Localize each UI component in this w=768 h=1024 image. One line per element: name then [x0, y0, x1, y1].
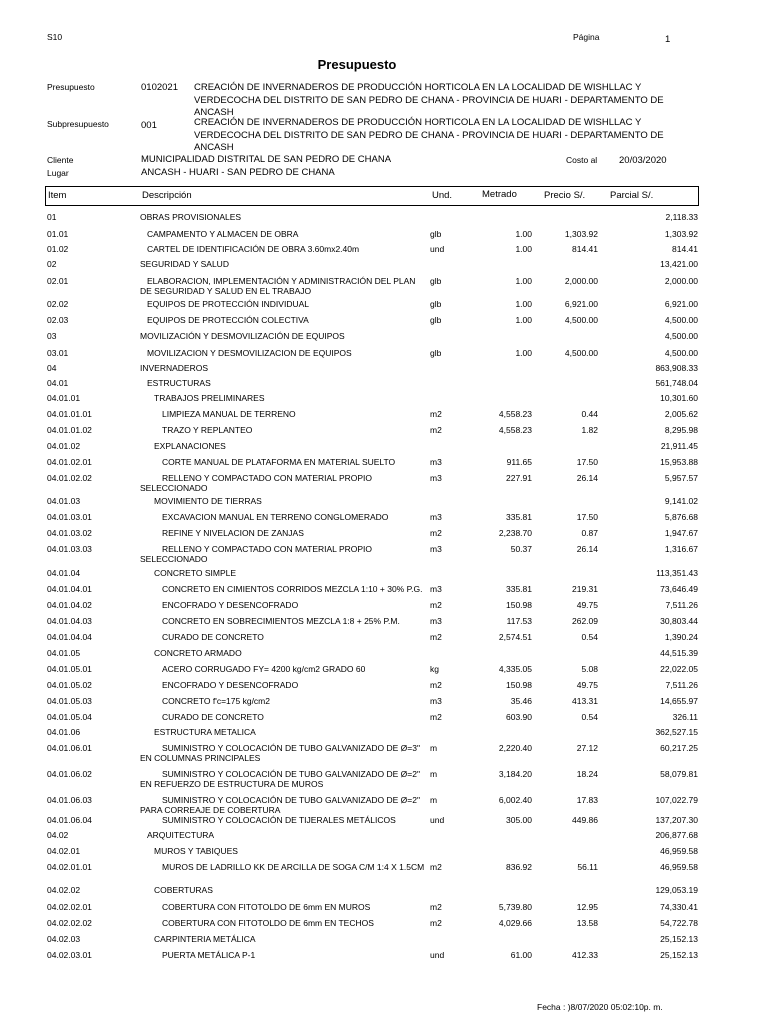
row-parcial: 814.41	[672, 244, 698, 254]
row-unit: m2	[430, 528, 442, 538]
row-precio: 413.31	[572, 696, 598, 706]
row-unit: m2	[430, 680, 442, 690]
row-description: CAMPAMENTO Y ALMACEN DE OBRA	[147, 229, 299, 239]
subpresupuesto-code: 001	[141, 120, 157, 131]
row-description: MOVILIZACIÓN Y DESMOVILIZACIÓN DE EQUIPOS	[140, 331, 345, 341]
row-item: 04.01.05.03	[47, 696, 92, 706]
row-metrado: 5,739.80	[498, 902, 532, 912]
row-metrado: 4,558.23	[498, 425, 532, 435]
row-parcial: 46,959.58	[660, 862, 698, 872]
row-description: SUMINISTRO Y COLOCACIÓN DE TUBO GALVANIZADO DE Ø=2" EN REFUERZO DE ESTRUCTURA DE MUROS	[140, 769, 420, 789]
row-parcial: 326.11	[672, 712, 698, 722]
row-item: 02.02	[47, 299, 69, 309]
row-metrado: 1.00	[515, 276, 532, 286]
row-item: 04.02	[47, 830, 69, 840]
row-parcial: 1,316.67	[664, 544, 698, 554]
row-item: 04.02.01.01	[47, 862, 92, 872]
row-metrado: 6,002.40	[498, 795, 532, 805]
row-parcial: 206,877.68	[655, 830, 698, 840]
row-metrado: 61.00	[510, 950, 532, 960]
row-description: CARTEL DE IDENTIFICACIÓN DE OBRA 3.60mx2.40m	[147, 244, 360, 254]
row-parcial: 113,351.43	[656, 568, 698, 578]
row-unit: m2	[430, 862, 442, 872]
row-precio: 12.95	[576, 902, 598, 912]
row-item: 04.01.04.03	[47, 616, 92, 626]
row-metrado: 836.92	[506, 862, 532, 872]
row-parcial: 2,005.62	[664, 409, 698, 419]
row-item: 04.01.03.01	[47, 512, 92, 522]
row-description: MUROS DE LADRILLO KK DE ARCILLA DE SOGA C/M 1:4 X 1.5CM	[162, 862, 425, 872]
row-metrado: 150.98	[506, 600, 532, 610]
row-unit: m	[430, 769, 438, 779]
row-metrado: 2,238.70	[498, 528, 532, 538]
row-parcial: 74,330.41	[660, 902, 698, 912]
cliente-label: Cliente	[47, 155, 74, 165]
row-unit: glb	[430, 229, 442, 239]
row-precio: 814.41	[572, 244, 598, 254]
row-unit: kg	[430, 664, 439, 674]
row-unit: m2	[430, 712, 442, 722]
row-unit: m2	[430, 632, 442, 642]
row-metrado: 4,335.05	[498, 664, 532, 674]
row-unit: m	[430, 795, 438, 805]
row-precio: 18.24	[576, 769, 598, 779]
row-description: REFINE Y NIVELACION DE ZANJAS	[162, 528, 304, 538]
row-unit: m2	[430, 409, 442, 419]
row-item: 04.01.03	[47, 496, 81, 506]
row-item: 04.01.06.01	[47, 743, 92, 753]
row-precio: 49.75	[576, 600, 598, 610]
row-precio: 412.33	[572, 950, 598, 960]
row-unit: und	[430, 815, 445, 825]
row-description: INVERNADEROS	[140, 363, 209, 373]
row-description: EXCAVACION MANUAL EN TERRENO CONGLOMERADO	[162, 512, 389, 522]
row-precio: 5.08	[581, 664, 598, 674]
row-parcial: 561,748.04	[655, 378, 698, 388]
lugar-label: Lugar	[47, 168, 69, 178]
row-item: 04	[47, 363, 57, 373]
row-unit: glb	[430, 315, 442, 325]
row-precio: 26.14	[576, 544, 598, 554]
row-unit: und	[430, 244, 445, 254]
row-parcial: 137,207.30	[655, 815, 698, 825]
row-item: 04.02.03.01	[47, 950, 92, 960]
row-item: 01.02	[47, 244, 69, 254]
col-precio: Precio S/.	[544, 190, 586, 201]
row-parcial: 73,646.49	[660, 584, 698, 594]
row-item: 04.01.05.04	[47, 712, 92, 722]
row-unit: glb	[430, 348, 442, 358]
row-metrado: 335.81	[506, 584, 532, 594]
row-precio: 13.58	[576, 918, 598, 928]
row-description: CONCRETO EN CIMIENTOS CORRIDOS MEZCLA 1:10 + 30% P.G.	[162, 584, 423, 594]
row-precio: 0.87	[581, 528, 598, 538]
row-item: 04.02.02.02	[47, 918, 92, 928]
row-parcial: 7,511.26	[665, 680, 698, 690]
row-parcial: 5,876.68	[664, 512, 698, 522]
row-precio: 6,921.00	[564, 299, 598, 309]
page-number: 1	[665, 34, 671, 45]
row-parcial: 30,803.44	[660, 616, 698, 626]
presupuesto-text: CREACIÓN DE INVERNADEROS DE PRODUCCIÓN HORTICOLA EN LA LOCALIDAD DE WISHLLAC Y VERDECOCHA DEL DISTRITO DE SAN PEDRO DE CHANA - PROVINCIA DE HUARI - DEPARTAMENTO DE ANCASH	[194, 82, 664, 118]
row-item: 04.01.04.04	[47, 632, 92, 642]
row-precio: 17.50	[576, 512, 598, 522]
row-metrado: 1.00	[515, 229, 532, 239]
row-item: 04.01.05	[47, 648, 81, 658]
row-parcial: 25,152.13	[660, 934, 698, 944]
row-metrado: 2,574.51	[498, 632, 532, 642]
row-description: CONCRETO ARMADO	[154, 648, 242, 658]
row-precio: 27.12	[576, 743, 598, 753]
row-item: 04.01.05.01	[47, 664, 92, 674]
row-unit: m2	[430, 600, 442, 610]
row-precio: 17.83	[576, 795, 598, 805]
row-item: 03	[47, 331, 57, 341]
row-metrado: 4,558.23	[498, 409, 532, 419]
row-precio: 49.75	[576, 680, 598, 690]
row-precio: 262.09	[572, 616, 598, 626]
row-parcial: 362,527.15	[655, 727, 698, 737]
costo-date: 20/03/2020	[619, 155, 667, 166]
row-precio: 0.44	[581, 409, 598, 419]
row-unit: m3	[430, 696, 442, 706]
row-metrado: 117.53	[506, 616, 532, 626]
row-item: 03.01	[47, 348, 69, 358]
row-metrado: 1.00	[515, 244, 532, 254]
row-item: 04.01.02	[47, 441, 81, 451]
row-item: 04.01.06.03	[47, 795, 92, 805]
row-description: CURADO DE CONCRETO	[162, 712, 264, 722]
row-unit: m2	[430, 918, 442, 928]
row-item: 04.01.04	[47, 568, 81, 578]
row-parcial: 8,295.98	[664, 425, 698, 435]
row-description: CARPINTERIA METÁLICA	[154, 934, 256, 944]
row-parcial: 58,079.81	[660, 769, 698, 779]
col-item: Item	[48, 190, 67, 201]
row-precio: 219.31	[572, 584, 598, 594]
row-description: COBERTURAS	[154, 885, 213, 895]
row-description: SUMINISTRO Y COLOCACIÓN DE TUBO GALVANIZADO DE Ø=2" PARA CORREAJE DE COBERTURA	[140, 795, 420, 815]
row-parcial: 4,500.00	[664, 315, 698, 325]
page-title: Presupuesto	[317, 57, 397, 72]
row-description: EQUIPOS DE PROTECCIÓN COLECTIVA	[147, 315, 309, 325]
row-description: SUMINISTRO Y COLOCACIÓN DE TUBO GALVANIZADO DE Ø=3" EN COLUMNAS PRINCIPALES	[140, 743, 420, 763]
row-unit: m3	[430, 457, 442, 467]
row-metrado: 335.81	[506, 512, 532, 522]
row-parcial: 107,022.79	[655, 795, 698, 805]
row-precio: 2,000.00	[564, 276, 598, 286]
row-metrado: 911.65	[506, 457, 532, 467]
row-parcial: 1,947.67	[664, 528, 698, 538]
row-parcial: 6,921.00	[664, 299, 698, 309]
row-metrado: 150.98	[506, 680, 532, 690]
row-item: 04.01.05.02	[47, 680, 92, 690]
row-parcial: 60,217.25	[660, 743, 698, 753]
row-item: 04.01.04.02	[47, 600, 92, 610]
report-code: S10	[47, 32, 63, 42]
row-metrado: 1.00	[515, 299, 532, 309]
row-description: LIMPIEZA MANUAL DE TERRENO	[162, 409, 296, 419]
row-item: 01.01	[47, 229, 69, 239]
presupuesto-label: Presupuesto	[47, 82, 95, 92]
row-description: MUROS Y TABIQUES	[154, 846, 238, 856]
row-description: COBERTURA CON FITOTOLDO DE 6mm EN TECHOS	[162, 918, 374, 928]
row-description: ENCOFRADO Y DESENCOFRADO	[162, 600, 299, 610]
row-parcial: 21,911.45	[660, 441, 698, 451]
row-description: ACERO CORRUGADO FY= 4200 kg/cm2 GRADO 60	[162, 664, 366, 674]
row-precio: 4,500.00	[564, 348, 598, 358]
row-item: 04.01.06.04	[47, 815, 92, 825]
row-unit: m2	[430, 902, 442, 912]
cliente-value: MUNICIPALIDAD DISTRITAL DE SAN PEDRO DE CHANA	[141, 154, 392, 165]
row-description: CONCRETO SIMPLE	[154, 568, 237, 578]
row-item: 04.01	[47, 378, 69, 388]
col-description: Descripción	[142, 190, 192, 201]
row-parcial: 5,957.57	[664, 473, 698, 483]
row-description: ENCOFRADO Y DESENCOFRADO	[162, 680, 299, 690]
row-item: 04.01.03.03	[47, 544, 92, 554]
row-item: 01	[47, 212, 57, 222]
row-description: MOVIMIENTO DE TIERRAS	[154, 496, 262, 506]
row-description: SUMINISTRO Y COLOCACIÓN DE TIJERALES METÁLICOS	[162, 815, 396, 825]
row-description: ELABORACION, IMPLEMENTACIÓN Y ADMINISTRACIÓN DEL PLAN DE SEGURIDAD Y SALUD EN EL TRABAJO	[140, 276, 416, 296]
row-item: 04.01.02.01	[47, 457, 92, 467]
row-unit: m3	[430, 616, 442, 626]
row-unit: m3	[430, 473, 442, 483]
row-precio: 1.82	[581, 425, 598, 435]
row-description: CORTE MANUAL DE PLATAFORMA EN MATERIAL SUELTO	[162, 457, 396, 467]
row-description: ESTRUCTURA METALICA	[154, 727, 256, 737]
row-description: COBERTURA CON FITOTOLDO DE 6mm EN MUROS	[162, 902, 371, 912]
row-metrado: 1.00	[515, 315, 532, 325]
row-item: 04.02.02	[47, 885, 81, 895]
row-unit: m2	[430, 425, 442, 435]
row-description: PUERTA METÁLICA P-1	[162, 950, 256, 960]
row-description: ESTRUCTURAS	[147, 378, 211, 388]
row-parcial: 44,515.39	[660, 648, 698, 658]
col-unit: Und.	[432, 190, 453, 201]
row-precio: 1,303.92	[564, 229, 598, 239]
row-description: OBRAS PROVISIONALES	[140, 212, 242, 222]
row-unit: glb	[430, 299, 442, 309]
row-description: CONCRETO EN SOBRECIMIENTOS MEZCLA 1:8 + 25% P.M.	[162, 616, 400, 626]
row-description: ARQUITECTURA	[147, 830, 215, 840]
row-item: 04.01.01	[47, 393, 81, 403]
row-metrado: 1.00	[515, 348, 532, 358]
row-parcial: 22,022.05	[660, 664, 698, 674]
row-metrado: 4,029.66	[498, 918, 532, 928]
row-parcial: 14,655.97	[660, 696, 698, 706]
row-description: MOVILIZACION Y DESMOVILIZACION DE EQUIPOS	[147, 348, 352, 358]
row-metrado: 603.90	[506, 712, 532, 722]
subpresupuesto-text: CREACIÓN DE INVERNADEROS DE PRODUCCIÓN HORTICOLA EN LA LOCALIDAD DE WISHLLAC Y VERDECOCHA DEL DISTRITO DE SAN PEDRO DE CHANA - PROVINCIA DE HUARI - DEPARTAMENTO DE ANCASH	[194, 117, 664, 153]
row-unit: m3	[430, 584, 442, 594]
row-metrado: 35.46	[510, 696, 532, 706]
row-unit: m3	[430, 544, 442, 554]
row-parcial: 129,053.19	[655, 885, 698, 895]
row-precio: 449.86	[572, 815, 598, 825]
row-parcial: 25,152.13	[660, 950, 698, 960]
row-metrado: 305.00	[506, 815, 532, 825]
row-parcial: 15,953.88	[660, 457, 698, 467]
row-metrado: 3,184.20	[498, 769, 532, 779]
row-parcial: 1,303.92	[664, 229, 698, 239]
row-item: 04.02.02.01	[47, 902, 92, 912]
row-description: SEGURIDAD Y SALUD	[140, 259, 229, 269]
row-metrado: 2,220.40	[498, 743, 532, 753]
row-parcial: 863,908.33	[655, 363, 698, 373]
row-item: 02.03	[47, 315, 69, 325]
costo-label: Costo al	[566, 155, 598, 165]
presupuesto-code: 0102021	[141, 82, 178, 93]
row-description: CONCRETO f'c=175 kg/cm2	[162, 696, 270, 706]
row-item: 04.01.01.01	[47, 409, 92, 419]
row-item: 04.01.03.02	[47, 528, 92, 538]
row-precio: 17.50	[576, 457, 598, 467]
row-description: RELLENO Y COMPACTADO CON MATERIAL PROPIO SELECCIONADO	[140, 473, 373, 493]
row-item: 02	[47, 259, 57, 269]
row-parcial: 7,511.26	[665, 600, 698, 610]
row-parcial: 9,141.02	[664, 496, 698, 506]
row-unit: und	[430, 950, 445, 960]
row-metrado: 50.37	[510, 544, 532, 554]
row-description: EQUIPOS DE PROTECCIÓN INDIVIDUAL	[147, 299, 309, 309]
row-description: TRABAJOS PRELIMINARES	[154, 393, 265, 403]
row-item: 04.01.04.01	[47, 584, 92, 594]
row-description: TRAZO Y REPLANTEO	[162, 425, 253, 435]
col-metrado: Metrado	[482, 189, 517, 200]
row-precio: 26.14	[576, 473, 598, 483]
row-parcial: 4,500.00	[664, 348, 698, 358]
column-header	[45, 186, 699, 206]
row-item: 04.02.01	[47, 846, 81, 856]
row-precio: 4,500.00	[564, 315, 598, 325]
row-item: 04.02.03	[47, 934, 81, 944]
row-metrado: 227.91	[506, 473, 532, 483]
row-parcial: 2,000.00	[664, 276, 698, 286]
row-parcial: 10,301.60	[660, 393, 698, 403]
row-parcial: 54,722.78	[660, 918, 698, 928]
row-description: RELLENO Y COMPACTADO CON MATERIAL PROPIO SELECCIONADO	[140, 544, 373, 564]
row-item: 04.01.06	[47, 727, 81, 737]
row-item: 04.01.02.02	[47, 473, 92, 483]
col-parcial: Parcial S/.	[610, 190, 654, 201]
page-label: Página	[573, 32, 600, 42]
subpresupuesto-label: Subpresupuesto	[47, 119, 109, 129]
row-item: 02.01	[47, 276, 69, 286]
row-parcial: 46,959.58	[660, 846, 698, 856]
row-precio: 0.54	[581, 632, 598, 642]
row-parcial: 13,421.00	[660, 259, 698, 269]
row-precio: 56.11	[577, 862, 598, 872]
row-item: 04.01.01.02	[47, 425, 92, 435]
row-parcial: 2,118.33	[665, 212, 698, 222]
row-description: CURADO DE CONCRETO	[162, 632, 264, 642]
row-parcial: 1,390.24	[664, 632, 698, 642]
row-parcial: 4,500.00	[664, 331, 698, 341]
row-unit: glb	[430, 276, 442, 286]
row-precio: 0.54	[581, 712, 598, 722]
lugar-value: ANCASH - HUARI - SAN PEDRO DE CHANA	[141, 167, 335, 178]
row-unit: m	[430, 743, 438, 753]
row-item: 04.01.06.02	[47, 769, 92, 779]
row-unit: m3	[430, 512, 442, 522]
print-date: Fecha : )8/07/2020 05:02:10p. m.	[537, 1002, 663, 1012]
row-description: EXPLANACIONES	[154, 441, 226, 451]
